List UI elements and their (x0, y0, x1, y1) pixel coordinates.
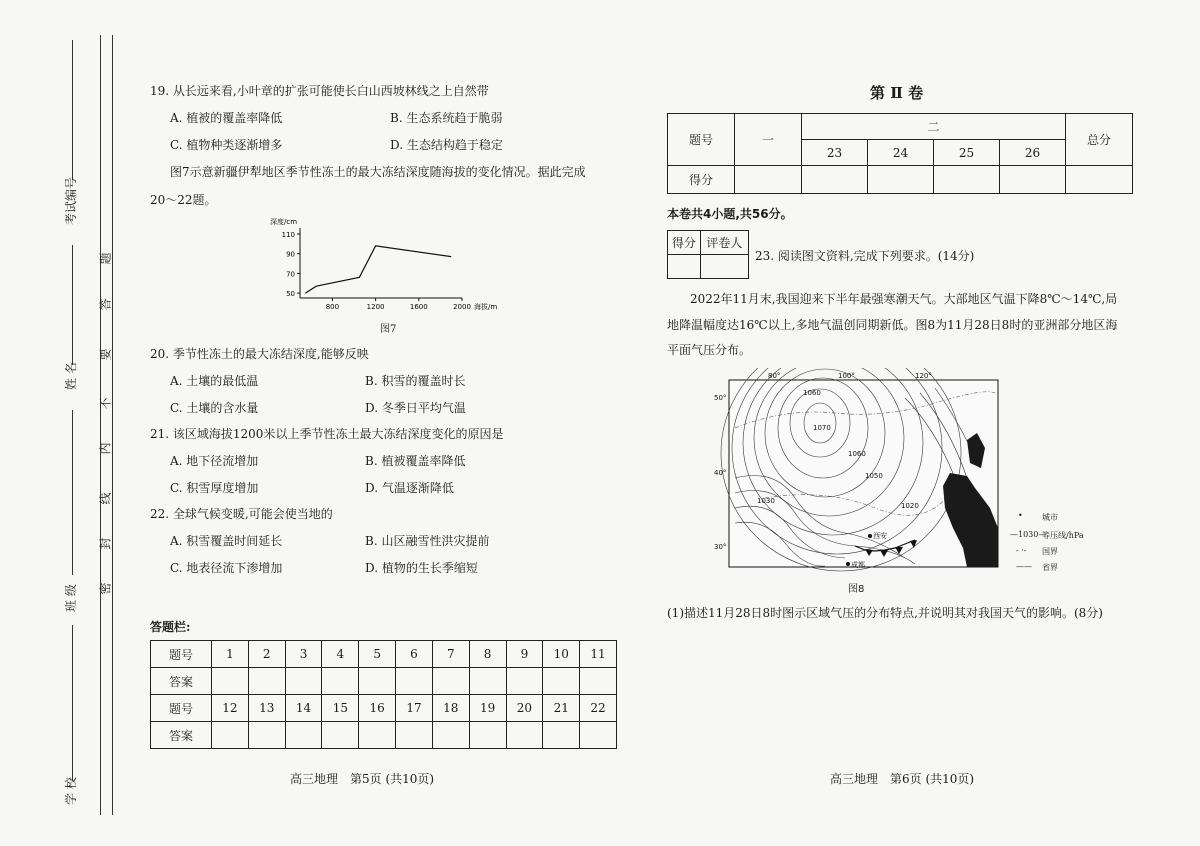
answer-table-label: 答案 (151, 722, 212, 749)
fig7-chart (262, 212, 512, 317)
answer-cell[interactable] (359, 722, 396, 749)
legend-symbol-border: - ·- (1016, 546, 1027, 555)
lon-label: 120° (915, 372, 932, 380)
lon-label: 100° (838, 372, 855, 380)
answer-cell[interactable] (580, 668, 617, 695)
answer-bar-title: 答题栏: (150, 620, 191, 634)
margin-rule (112, 35, 113, 815)
question-number: 3 (285, 641, 322, 668)
answer-cell[interactable] (359, 668, 396, 695)
section-title: 第 Ⅱ 卷 (870, 84, 924, 102)
notice-char: 答 (98, 298, 113, 311)
x-axis-label: 海拔/m (474, 303, 498, 311)
grader-score-label: 得分 (668, 231, 701, 255)
lat-label: 30° (714, 543, 727, 551)
field-line (72, 245, 73, 365)
notice-char: 线 (98, 492, 113, 505)
question-number: 7 (432, 641, 469, 668)
score-table-total: 总分 (1066, 114, 1133, 166)
score-cell[interactable] (735, 166, 802, 194)
legend-text: 等压线/hPa (1042, 531, 1084, 540)
page-footer: 高三地理 第6页 (共10页) (830, 772, 975, 786)
question-number: 16 (359, 695, 396, 722)
question-number: 12 (212, 695, 249, 722)
q19-option-a: A. 植被的覆盖率降低 (170, 111, 283, 125)
answer-cell[interactable] (322, 722, 359, 749)
score-table-col: 26 (1000, 140, 1066, 166)
score-cell[interactable] (934, 166, 1000, 194)
score-cell[interactable] (1066, 166, 1133, 194)
question-number: 13 (248, 695, 285, 722)
q20-option-d: D. 冬季日平均气温 (365, 401, 466, 415)
answer-cell[interactable] (285, 722, 322, 749)
city-label: 成都 (851, 561, 865, 569)
question-number: 18 (432, 695, 469, 722)
q20-stem: 20. 季节性冻土的最大冻结深度,能够反映 (150, 347, 369, 361)
answer-cell[interactable] (285, 668, 322, 695)
q22-stem: 22. 全球气候变暖,可能会使当地的 (150, 507, 333, 521)
lat-label: 40° (714, 469, 727, 477)
q23-paragraph: 2022年11月末,我国迎来下半年最强寒潮天气。大部地区气温下降8℃～14℃,局 (690, 292, 1118, 306)
school-label: 学 校 (64, 777, 78, 805)
score-cell[interactable] (802, 166, 868, 194)
score-table-col: 23 (802, 140, 868, 166)
isobar-label: 1020 (901, 502, 919, 510)
grader-name-cell[interactable] (700, 255, 748, 279)
q19-stem: 19. 从长远来看,小叶章的扩张可能使长白山西坡林线之上自然带 (150, 84, 489, 98)
isobar-label: 1030 (757, 497, 775, 505)
q21-stem: 21. 该区域海拔1200米以上季节性冻土最大冻结深度变化的原因是 (150, 427, 504, 441)
legend-text: 城市 (1042, 513, 1058, 522)
legend-text: 国界 (1042, 547, 1058, 556)
q19-option-d: D. 生态结构趋于稳定 (390, 138, 503, 152)
name-label: 姓 名 (64, 362, 78, 390)
score-cell[interactable] (868, 166, 934, 194)
answer-cell[interactable] (432, 668, 469, 695)
isobar-label: 1060 (803, 389, 821, 397)
field-line (72, 410, 73, 575)
answer-cell[interactable] (432, 722, 469, 749)
score-cell[interactable] (1000, 166, 1066, 194)
lon-label: 80° (768, 372, 781, 380)
q19-option-c: C. 植物种类逐渐增多 (170, 138, 283, 152)
isobar-label: 1050 (865, 472, 883, 480)
score-table-label: 得分 (668, 166, 735, 194)
page-footer: 高三地理 第5页 (共10页) (290, 772, 435, 786)
question-number: 17 (396, 695, 433, 722)
fig7-caption: 图7 (380, 324, 397, 335)
y-tick-label: 110 (281, 231, 295, 239)
answer-cell[interactable] (248, 722, 285, 749)
question-number: 5 (359, 641, 396, 668)
question-number: 11 (580, 641, 617, 668)
question-number: 19 (469, 695, 506, 722)
grader-score-cell[interactable] (668, 255, 701, 279)
legend-text: 省界 (1042, 563, 1058, 572)
notice-char: 密 (98, 582, 113, 595)
question-number: 15 (322, 695, 359, 722)
q21-option-c: C. 积雪厚度增加 (170, 481, 259, 495)
q21-option-d: D. 气温逐渐降低 (365, 481, 454, 495)
answer-cell[interactable] (248, 668, 285, 695)
isobar-label: 1060 (848, 450, 866, 458)
answer-cell[interactable] (469, 722, 506, 749)
answer-cell[interactable] (322, 668, 359, 695)
q20-option-c: C. 土壤的含水量 (170, 401, 259, 415)
answer-cell[interactable] (506, 722, 543, 749)
notice-char: 要 (98, 348, 113, 361)
question-number: 22 (580, 695, 617, 722)
notice-char: 封 (98, 537, 113, 550)
answer-cell[interactable] (212, 722, 249, 749)
grader-box (667, 230, 749, 279)
answer-cell[interactable] (543, 668, 580, 695)
score-table-part: 一 (735, 114, 802, 166)
intro-text: 图7示意新疆伊犁地区季节性冻土的最大冻结深度随海拔的变化情况。据此完成 (170, 165, 586, 179)
question-number: 8 (469, 641, 506, 668)
notice-char: 题 (98, 252, 113, 265)
margin-rule (100, 35, 101, 815)
question-number: 21 (543, 695, 580, 722)
y-tick-label: 90 (286, 250, 295, 259)
x-tick-label: 1600 (409, 303, 428, 311)
q22-option-a: A. 积雪覆盖时间延长 (170, 534, 283, 548)
answer-table-label: 答案 (151, 668, 212, 695)
question-number: 14 (285, 695, 322, 722)
legend-symbol-province: —— (1016, 562, 1032, 571)
answer-cell[interactable] (580, 722, 617, 749)
question-number: 20 (506, 695, 543, 722)
q23-paragraph: 地降温幅度达16℃以上,多地气温创同期新低。图8为11月28日8时的亚洲部分地区海 (667, 318, 1118, 332)
question-number: 1 (212, 641, 249, 668)
section-note: 本卷共4小题,共56分。 (667, 207, 793, 221)
question-number: 4 (322, 641, 359, 668)
answer-table-label: 题号 (151, 695, 212, 722)
legend-symbol-city: • (1018, 511, 1023, 520)
fig8-caption: 图8 (848, 584, 865, 595)
series-line (305, 246, 451, 293)
score-table-label: 题号 (668, 114, 735, 166)
field-line (72, 40, 73, 180)
fig8-pressure-map (705, 368, 1005, 573)
y-tick-label: 70 (286, 270, 295, 279)
question-number: 9 (506, 641, 543, 668)
q23-part1: (1)描述11月28日8时图示区域气压的分布特点,并说明其对我国天气的影响。(8分) (667, 606, 1103, 620)
answer-cell[interactable] (506, 668, 543, 695)
notice-char: 内 (98, 442, 113, 455)
q23-paragraph: 平面气压分布。 (667, 343, 752, 357)
class-label: 班 级 (64, 584, 78, 612)
answer-cell[interactable] (212, 668, 249, 695)
notice-char: 不 (98, 397, 113, 410)
answer-cell[interactable] (469, 668, 506, 695)
question-number: 2 (248, 641, 285, 668)
q22-option-c: C. 地表径流下渗增加 (170, 561, 283, 575)
answer-cell[interactable] (396, 668, 433, 695)
score-table-col: 25 (934, 140, 1000, 166)
exam-number-label: 考试编号 (64, 176, 78, 225)
q19-option-b: B. 生态系统趋于脆弱 (390, 111, 503, 125)
field-line (72, 625, 73, 780)
q22-option-b: B. 山区融雪性洪灾提前 (365, 534, 490, 548)
score-table-part: 二 (802, 114, 1066, 140)
x-tick-label: 2000 (453, 303, 471, 311)
q22-option-d: D. 植物的生长季缩短 (365, 561, 478, 575)
q20-option-a: A. 土壤的最低温 (170, 374, 259, 388)
answer-cell[interactable] (396, 722, 433, 749)
score-table (667, 113, 1133, 194)
answer-table-label: 题号 (151, 641, 212, 668)
q20-option-b: B. 积雪的覆盖时长 (365, 374, 466, 388)
isobar-label: 1070 (813, 424, 831, 432)
grader-name-label: 评卷人 (700, 231, 748, 255)
intro-text: 20～22题。 (150, 193, 217, 207)
y-axis-label: 深度/cm (270, 218, 298, 226)
q23-stem: 23. 阅读图文资料,完成下列要求。(14分) (755, 249, 975, 263)
question-number: 10 (543, 641, 580, 668)
legend-symbol-isobar: —1030— (1010, 530, 1047, 539)
city-label: 西安 (873, 532, 887, 540)
score-table-col: 24 (868, 140, 934, 166)
question-number: 6 (396, 641, 433, 668)
x-tick-label: 1200 (366, 303, 385, 311)
q21-option-b: B. 植被覆盖率降低 (365, 454, 466, 468)
lat-label: 50° (714, 394, 727, 402)
answer-cell[interactable] (543, 722, 580, 749)
q21-option-a: A. 地下径流增加 (170, 454, 259, 468)
x-tick-label: 800 (325, 303, 340, 311)
y-tick-label: 50 (286, 290, 295, 299)
answer-table (150, 640, 617, 749)
